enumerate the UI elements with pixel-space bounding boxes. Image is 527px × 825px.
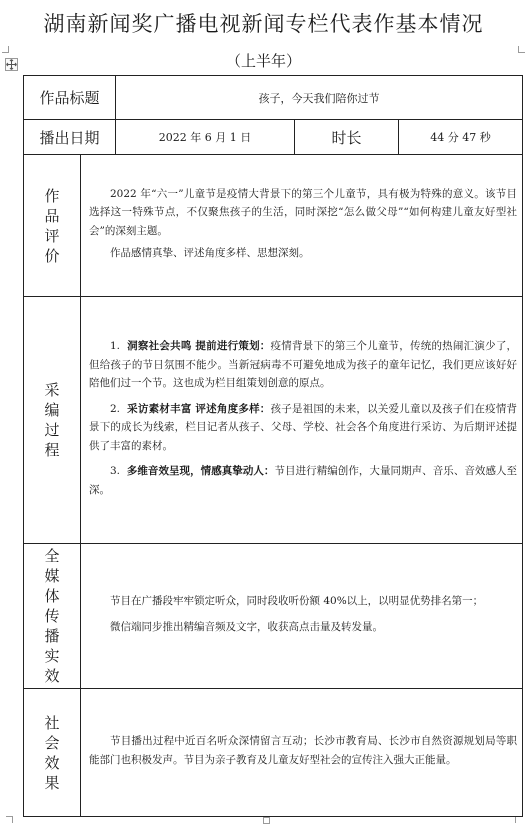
row-process xyxy=(24,297,523,544)
margin-corner-mark-top-left xyxy=(2,46,9,53)
duration-label: 时长 xyxy=(295,120,399,155)
spread-content xyxy=(81,544,523,689)
table-move-handle-icon[interactable] xyxy=(5,58,18,71)
social-label: 社 会 效 果 xyxy=(24,689,81,817)
margin-corner-mark-top-right xyxy=(518,46,525,53)
evaluation-paragraph: 2022 年“六一”儿童节是疫情大背景下的第三个儿童节，具有极为特殊的意义。该节目选择这一特殊节点，不仅聚焦孩子的生活，同时深挖“怎么做父母”“如何构建儿童友好型社会”的深刻主题。 xyxy=(89,187,518,237)
spread-paragraph: 节目在广播段牢牢锁定听众，同时段收听份额 40%以上，以明显优势排名第一； xyxy=(110,595,484,607)
process-label: 采 编 过 程 xyxy=(24,297,81,544)
row-air-date xyxy=(24,120,523,155)
air-date-value: 2022 年 6 月 1 日 xyxy=(116,120,295,155)
margin-corner-mark-bottom-right xyxy=(515,816,522,823)
document-title: 湖南新闻奖广播电视新闻专栏代表作基本情况 xyxy=(43,12,484,36)
process-content xyxy=(81,297,523,544)
margin-corner-mark-bottom-left xyxy=(6,816,13,823)
row-spread xyxy=(24,544,523,689)
spread-label: 全 媒 体 传 播 实 效 xyxy=(24,544,81,689)
process-item: 2. 采访素材丰富 评述角度多样：孩子是祖国的未来，以关爱儿童以及孩子们在疫情背景下的成长为线索，栏目记者从孩子、父母、学校、社会各个角度进行采访、为后期评述提供了丰富的素材。 xyxy=(89,402,518,452)
work-title-label: 作品标题 xyxy=(24,76,116,120)
row-evaluation xyxy=(24,155,523,297)
process-item: 1. 洞察社会共鸣 提前进行策划：疫情背景下的第三个儿童节，传统的热闹汇演少了，但给孩子的节日氛围不能少。当新冠病毒不可避免地成为孩子的童年记忆，我们更应该好好陪他们过一个节。这也成为栏目组策划创意的原点。 xyxy=(89,340,518,389)
air-date-label: 播出日期 xyxy=(24,120,116,155)
document-subtitle: （上半年） xyxy=(225,52,301,70)
social-content xyxy=(81,689,523,817)
process-item: 3. 多维音效呈现，情感真挚动人：节目进行精编创作，大量同期声、音乐、音效感人至深。 xyxy=(89,465,518,496)
info-table xyxy=(23,75,523,817)
work-title-value: 孩子，今天我们陪你过节 xyxy=(116,76,523,120)
evaluation-paragraph: 作品感情真挚、评述角度多样、思想深刻。 xyxy=(110,247,310,259)
row-work-title xyxy=(24,76,523,120)
table-resize-handle-icon[interactable] xyxy=(263,817,270,824)
duration-value: 44 分 47 秒 xyxy=(399,120,523,155)
evaluation-content xyxy=(81,155,523,297)
evaluation-label: 作 品 评 价 xyxy=(24,155,81,297)
row-social xyxy=(24,689,523,817)
spread-paragraph: 微信端同步推出精编音频及文字，收获高点击量及转发量。 xyxy=(110,620,383,633)
social-paragraph: 节目播出过程中近百名听众深情留言互动；长沙市教育局、长沙市自然资源规划局等职能部门也积极发声。节目为亲子教育及儿童友好型社会的宣传注入强大正能量。 xyxy=(89,735,518,766)
